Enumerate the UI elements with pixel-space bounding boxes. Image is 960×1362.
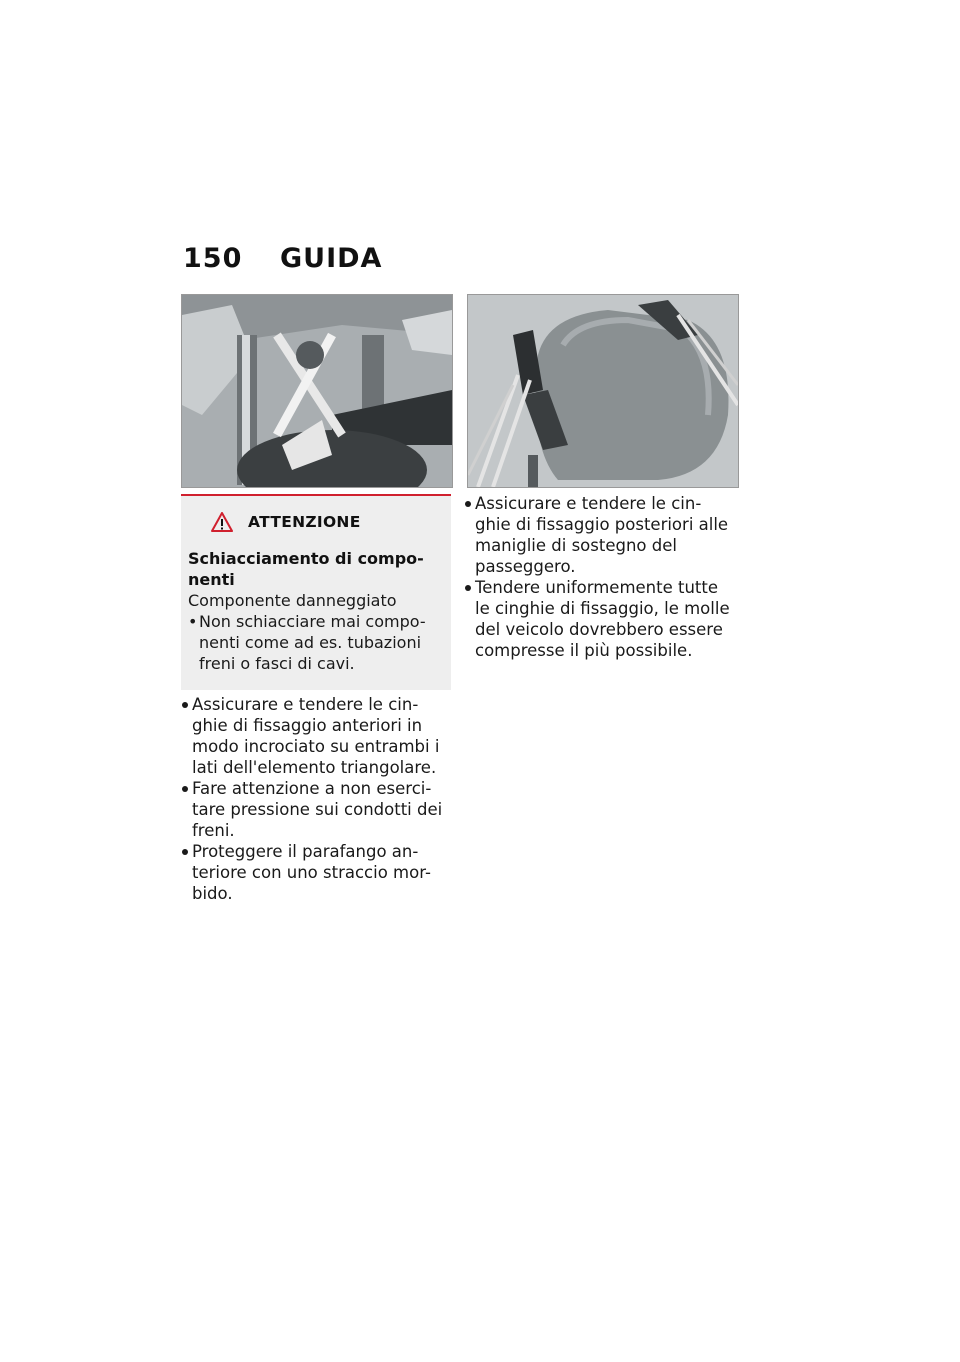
list-item <box>464 493 736 577</box>
left-instruction-list <box>181 694 453 904</box>
warning-title: ATTENZIONE <box>248 513 361 531</box>
section-title: GUIDA <box>280 243 383 274</box>
list-item-text: Tendere uniformemente tutte le cinghie di fissaggio, le molle del veicolo dovrebbero essere compresse il più possibile. <box>475 578 730 660</box>
list-item <box>181 841 453 904</box>
warning-triangle-icon <box>211 512 233 532</box>
warning-action-text: Non schiacciare mai compo-nenti come ad es. tubazioni freni o fasci di cavi. <box>199 612 426 673</box>
rear-seat-strap-photo <box>468 295 738 487</box>
list-item <box>464 577 736 661</box>
front-fork-strap-photo <box>182 295 452 487</box>
list-item-text: Fare attenzione a non eserci-tare pressione sui condotti dei freni. <box>192 779 443 840</box>
list-item-text: Assicurare e tendere le cin-ghie di fissaggio anteriori in modo incrociato su entrambi i lati dell'elemento triangolare. <box>192 695 440 777</box>
front-fork-strap-figure <box>181 294 453 488</box>
list-item <box>181 694 453 778</box>
warning-action <box>188 611 446 674</box>
warning-cause: Componente danneggiato <box>188 591 397 610</box>
right-instruction-list <box>464 493 736 661</box>
warning-header <box>211 512 361 532</box>
page-header <box>183 243 382 283</box>
bullet-icon <box>182 849 188 855</box>
list-item <box>181 778 453 841</box>
rear-seat-strap-figure <box>467 294 739 488</box>
warning-subtitle: Schiacciamento di compo-nenti <box>188 549 424 589</box>
bullet-icon <box>465 501 471 507</box>
bullet-icon <box>182 702 188 708</box>
warning-action-bullet: • <box>188 612 198 631</box>
list-item-text: Assicurare e tendere le cin-ghie di fissaggio posteriori alle maniglie di sostegno del passeggero. <box>475 494 729 576</box>
bullet-icon <box>182 786 188 792</box>
warning-box <box>181 494 451 690</box>
bullet-icon <box>465 585 471 591</box>
list-item-text: Proteggere il parafango an-teriore con uno straccio mor-bido. <box>192 842 431 903</box>
page-number: 150 <box>183 243 243 274</box>
